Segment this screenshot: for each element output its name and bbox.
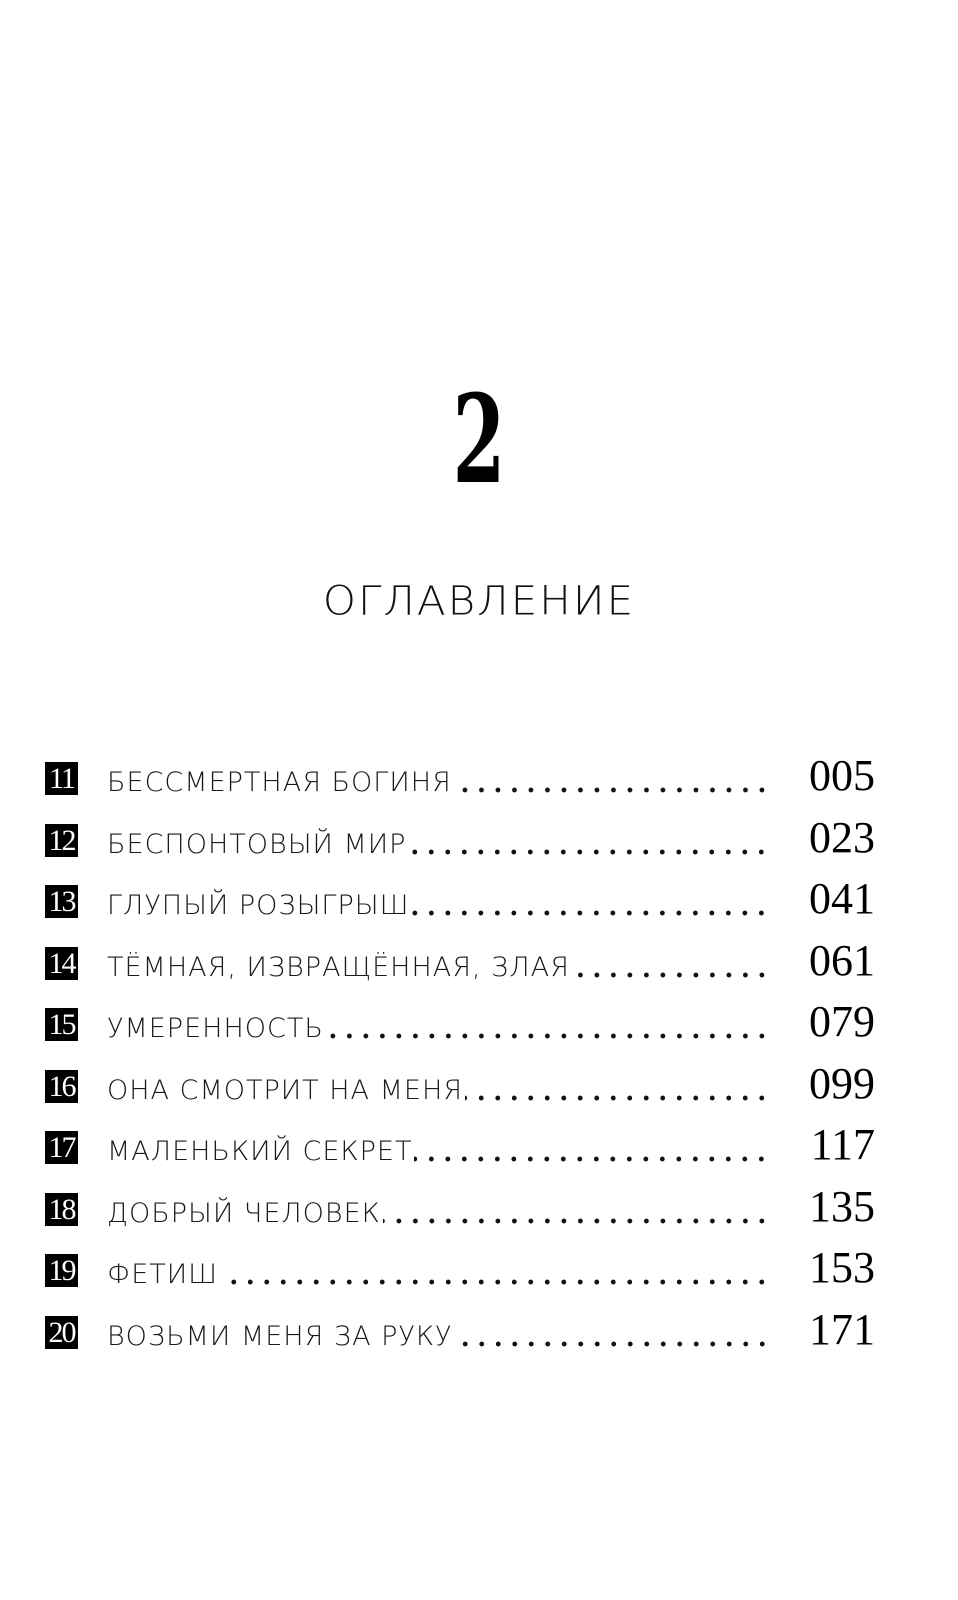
toc-entry[interactable] (45, 1243, 875, 1314)
chapter-number-badge: 13 (45, 885, 78, 918)
chapter-page-number: 041 (809, 874, 875, 923)
chapter-title: МАЛЕНЬКИЙ СЕКРЕТ (107, 1136, 413, 1167)
dot-leader (408, 849, 770, 855)
chapter-page-number: 061 (809, 935, 875, 985)
toc-leader (107, 1314, 770, 1354)
toc-entry[interactable] (45, 1120, 875, 1191)
dot-leader (455, 1341, 770, 1347)
chapter-page-number: 023 (809, 812, 875, 862)
toc-leader (107, 822, 770, 862)
toc-leader (107, 1252, 770, 1292)
chapter-page-number: 117 (810, 1120, 875, 1169)
toc-entry[interactable] (45, 935, 875, 1007)
chapter-number-badge: 20 (45, 1316, 78, 1349)
chapter-title: БЕССМЕРТНАЯ БОГИНЯ (107, 767, 452, 798)
chapter-title: ДОБРЫЙ ЧЕЛОВЕК (107, 1197, 381, 1229)
chapter-page-number: 005 (809, 751, 875, 800)
toc-entry[interactable] (45, 874, 875, 945)
chapter-page-number: 079 (809, 997, 875, 1046)
chapter-title: ОНА СМОТРИТ НА МЕНЯ (107, 1074, 464, 1106)
dot-leader (465, 1095, 770, 1101)
chapter-number-badge: 11 (45, 762, 78, 795)
toc-leader (107, 945, 770, 985)
dot-leader (572, 972, 770, 978)
chapter-page-number: 099 (809, 1058, 875, 1108)
dot-leader (383, 1218, 770, 1224)
chapter-number-badge: 16 (45, 1070, 78, 1103)
chapter-title: БЕСПОНТОВЫЙ МИР (107, 828, 407, 860)
toc-leader (107, 1129, 770, 1169)
toc-entry[interactable] (45, 812, 875, 884)
toc-leader (107, 1068, 770, 1108)
toc-title: ОГЛАВЛЕНИЕ (322, 577, 636, 625)
dot-leader (220, 1279, 770, 1285)
toc-leader (107, 1006, 770, 1046)
volume-number: 2 (452, 367, 506, 511)
toc-entry[interactable] (45, 1058, 875, 1130)
dot-leader (414, 1156, 770, 1162)
dot-leader (454, 787, 770, 793)
chapter-number-badge: 12 (45, 824, 78, 857)
chapter-title: ГЛУПЫЙ РОЗЫГРЫШ (107, 890, 410, 921)
chapter-number-badge: 15 (45, 1008, 78, 1041)
chapter-number-badge: 17 (45, 1131, 78, 1164)
chapter-title: УМЕРЕННОСТЬ (107, 1013, 324, 1044)
toc-entry[interactable] (45, 1181, 875, 1253)
toc-leader (107, 1191, 770, 1231)
chapter-number-badge: 14 (45, 947, 78, 980)
toc-entry[interactable] (45, 751, 875, 822)
toc-leader (107, 883, 770, 923)
chapter-title: ФЕТИШ (107, 1259, 218, 1290)
chapter-page-number: 135 (809, 1181, 875, 1231)
toc-leader (107, 760, 770, 800)
toc-list (45, 751, 875, 1375)
chapter-number-badge: 18 (45, 1193, 78, 1226)
chapter-page-number: 153 (809, 1243, 875, 1292)
toc-entry[interactable] (45, 997, 875, 1068)
toc-entry[interactable] (45, 1304, 875, 1376)
chapter-title: ТЁМНАЯ, ИЗВРАЩЁННАЯ, ЗЛАЯ (107, 951, 570, 983)
dot-leader (411, 910, 770, 916)
chapter-number-badge: 19 (45, 1254, 78, 1287)
chapter-page-number: 171 (809, 1304, 875, 1354)
dot-leader (326, 1033, 770, 1039)
chapter-title: ВОЗЬМИ МЕНЯ ЗА РУКУ (107, 1320, 453, 1352)
